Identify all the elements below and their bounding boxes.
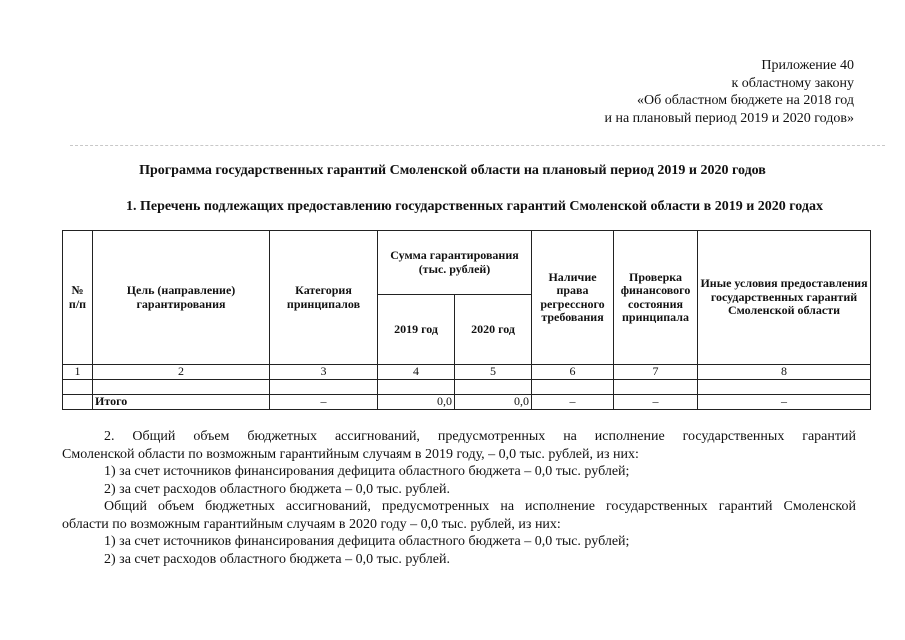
total-check: – [614, 395, 698, 410]
total-label: Итого [93, 395, 270, 410]
table-cell [270, 380, 378, 395]
appendix-line: «Об областном бюджете на 2018 год [637, 93, 854, 108]
col-number: 8 [698, 365, 871, 380]
col-number: 6 [532, 365, 614, 380]
col-number: 7 [614, 365, 698, 380]
total-category: – [270, 395, 378, 410]
col-number: 5 [455, 365, 532, 380]
list-item: 2) за счет расходов областного бюджета – 0,0 тыс. рублей. [104, 481, 450, 497]
col-number: 4 [378, 365, 455, 380]
total-regress: – [532, 395, 614, 410]
header-num: № п/п [63, 231, 93, 365]
header-2020: 2020 год [455, 295, 532, 365]
header-goal: Цель (направление) гарантирования [93, 231, 270, 365]
header-2019: 2019 год [378, 295, 455, 365]
header-other: Иные условия предоставления государственных гарантий Смоленской области [698, 231, 871, 365]
table-cell [455, 380, 532, 395]
paragraph-line: Смоленской области по возможным гарантийным случаям в 2019 году, – 0,0 тыс. рублей, из них: [62, 446, 639, 462]
table-cell [63, 380, 93, 395]
col-number: 2 [93, 365, 270, 380]
divider [70, 145, 885, 146]
appendix-header [604, 57, 854, 127]
list-item: 1) за счет источников финансирования дефицита областного бюджета – 0,0 тыс. рублей; [104, 464, 630, 479]
header-check: Проверка финансового состояния принципала [614, 231, 698, 365]
paragraph-line: Общий объем бюджетных ассигнований, предусмотренных на исполнение государственных гарантий Смоленской [104, 499, 856, 514]
table-row [63, 380, 871, 395]
table-cell [614, 380, 698, 395]
appendix-line: Приложение 40 [761, 58, 854, 73]
table-cell [378, 380, 455, 395]
table-row [63, 365, 871, 380]
table-cell [698, 380, 871, 395]
guarantees-table [62, 230, 871, 410]
appendix-line: и на плановый период 2019 и 2020 годов» [604, 110, 854, 126]
total-other: – [698, 395, 871, 410]
total-2020: 0,0 [455, 395, 532, 410]
section-title: 1. Перечень подлежащих предоставлению государственных гарантий Смоленской области в 2019 и 2020 годах [126, 199, 823, 214]
header-regress: Наличие права регрессного требования [532, 231, 614, 365]
total-2019: 0,0 [378, 395, 455, 410]
section-2-text [62, 428, 856, 568]
table-cell [532, 380, 614, 395]
header-category: Категория принципалов [270, 231, 378, 365]
list-item: 1) за счет источников финансирования дефицита областного бюджета – 0,0 тыс. рублей; [104, 534, 630, 549]
table-cell [63, 395, 93, 410]
paragraph-line: области по возможным гарантийным случаям в 2020 году – 0,0 тыс. рублей, из них: [62, 516, 561, 532]
total-row [63, 395, 871, 410]
header-sum: Сумма гарантирования (тыс. рублей) [378, 231, 532, 295]
paragraph-line: 2. Общий объем бюджетных ассигнований, предусмотренных на исполнение государственных гарантий [104, 429, 856, 444]
program-title: Программа государственных гарантий Смоленской области на плановый период 2019 и 2020 годов [139, 163, 766, 178]
list-item: 2) за счет расходов областного бюджета – 0,0 тыс. рублей. [104, 551, 450, 567]
table-cell [93, 380, 270, 395]
col-number: 1 [63, 365, 93, 380]
appendix-line: к областному закону [731, 75, 854, 91]
col-number: 3 [270, 365, 378, 380]
